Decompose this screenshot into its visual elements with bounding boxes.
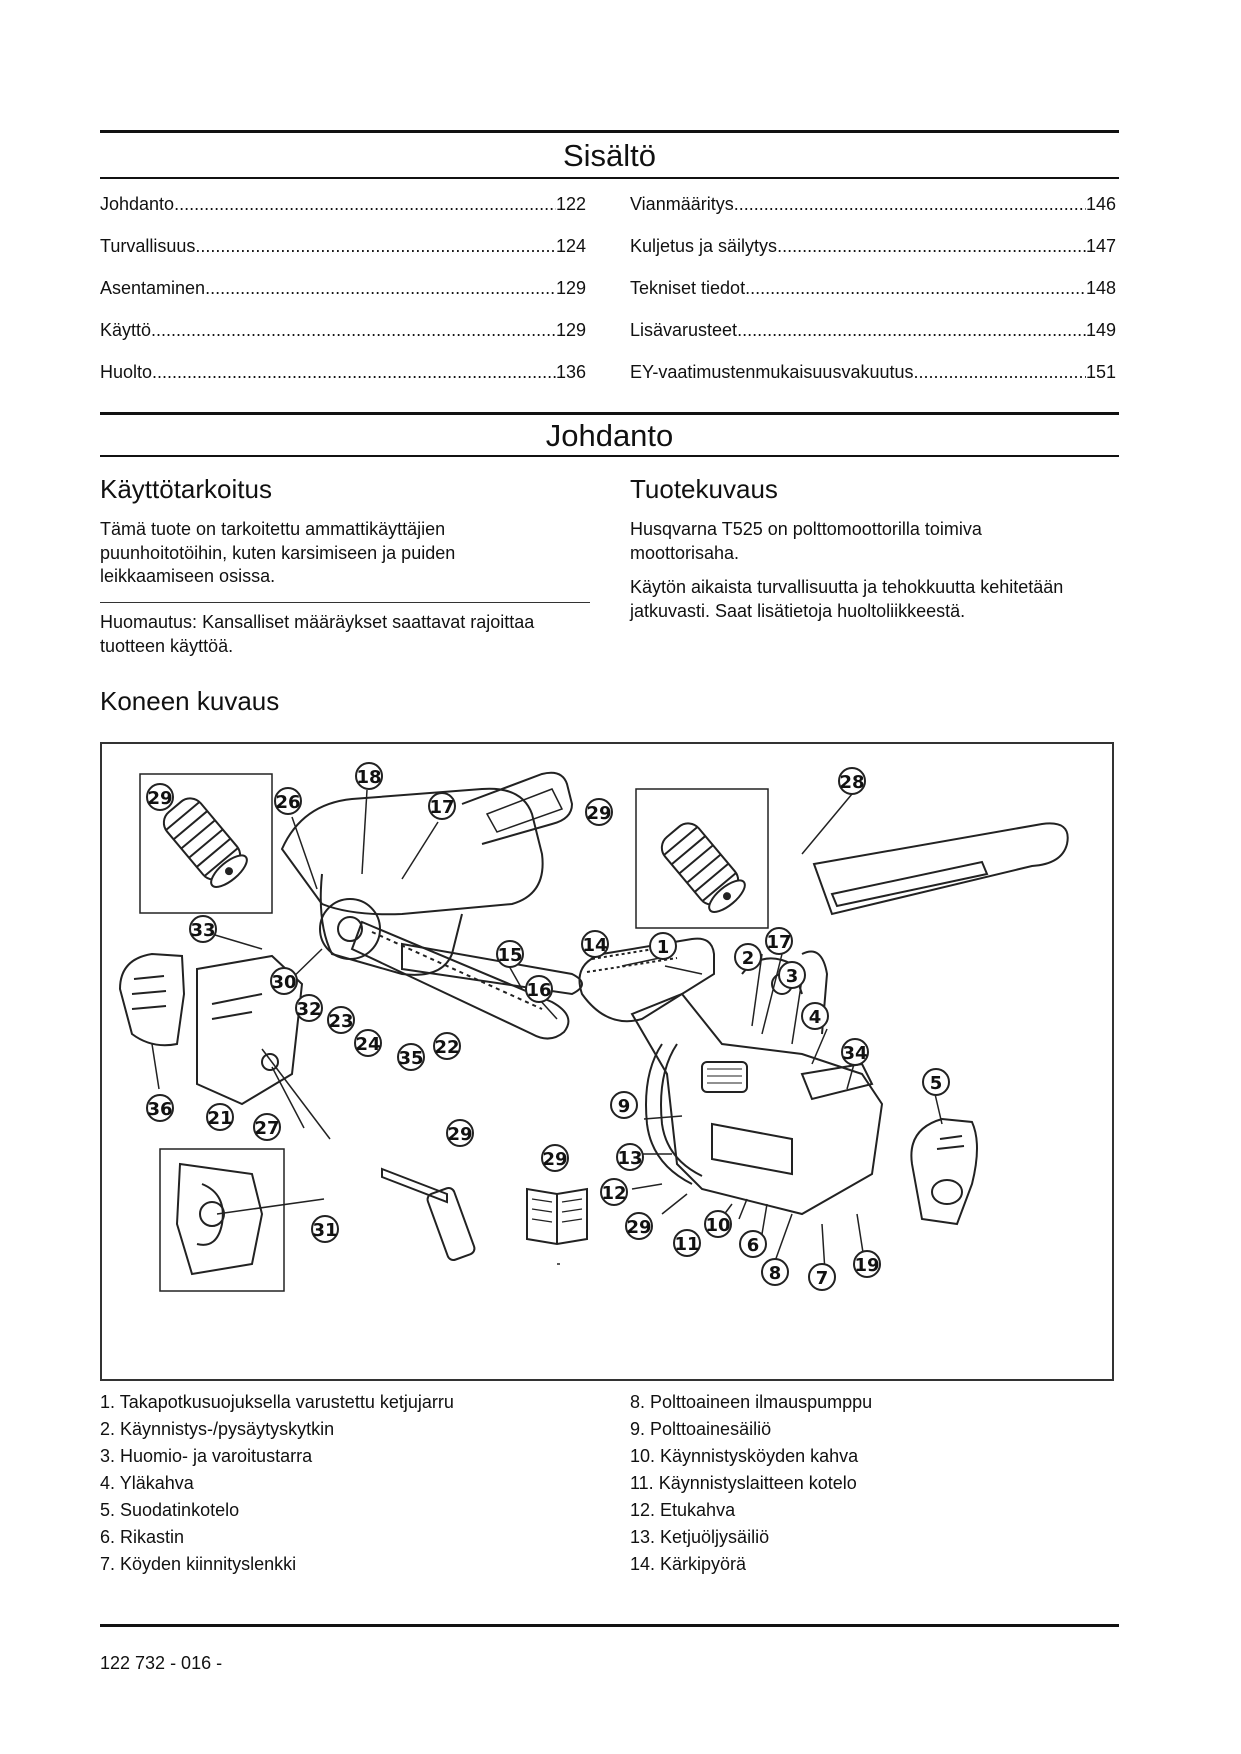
legend-item: 12. Etukahva [630, 1500, 736, 1520]
callout-label-22: 23 [328, 1011, 354, 1032]
chainsaw-illustration [102, 744, 1112, 1379]
machine-figure [100, 742, 1114, 1381]
toc-entry[interactable]: Kuljetus ja säilytys ..... 147 [630, 236, 1116, 257]
callout-27 [542, 1145, 568, 1171]
legend-item: 1. Takapotkusuojuksella varustettu ketjujarru [100, 1392, 454, 1412]
inset-box-grip-right [636, 789, 768, 928]
toc-entry[interactable]: Tekniset tiedot ..... 148 [630, 278, 1116, 299]
callout-29c [626, 1213, 652, 1239]
top-rule [100, 130, 1119, 133]
callout-29b [586, 799, 612, 825]
contents-heading-rule [100, 177, 1119, 179]
callout-30 [271, 968, 297, 994]
callout-5 [923, 1069, 949, 1095]
intro-heading: Johdanto [545, 418, 674, 453]
callout-label-3: 3 [785, 966, 799, 987]
intro-heading-rule [100, 455, 1119, 457]
callout-label-17b: 17 [766, 932, 792, 953]
product-heading: Tuotekuvaus [630, 474, 778, 504]
rubber-grip-right [656, 818, 749, 918]
callout-label-8: 8 [768, 1263, 782, 1284]
callout-label-11: 11 [674, 1234, 700, 1255]
callout-9 [611, 1092, 637, 1118]
callout-28 [447, 1120, 473, 1146]
note-text: Kansalliset määräykset saattavat rajoittaa tuotteen käyttöä. [100, 612, 535, 656]
callout-3 [779, 962, 805, 988]
callout-1 [650, 933, 676, 959]
callout-label-15: 15 [497, 945, 523, 966]
callout-label-10: 10 [705, 1215, 731, 1236]
manual-book-icon [527, 1189, 587, 1244]
callout-label-4: 4 [808, 1007, 822, 1028]
callout-35 [398, 1044, 424, 1070]
purpose-text: Tämä tuote on tarkoitettu ammattikäyttäjien puunhoitotöihin, kuten karsimiseen ja puiden leikkaamiseen osissa. [100, 519, 456, 586]
toc-entry[interactable]: EY-vaatimustenmukaisuusvakuutus ..... 151 [630, 362, 1116, 383]
callout-label-26: 28 [839, 772, 865, 793]
callout-25 [254, 1114, 280, 1140]
legend-item: 5. Suodatinkotelo [100, 1500, 240, 1520]
callout-label-2: 2 [741, 948, 755, 969]
callout-label-16: 16 [526, 980, 552, 1001]
legend-item: 6. Rikastin [100, 1527, 185, 1547]
callout-label-1: 1 [656, 937, 670, 958]
toc-entry[interactable]: Käyttö ..... 129 [100, 320, 586, 341]
footer-rule [100, 1624, 1119, 1627]
callout-8 [762, 1259, 788, 1285]
callout-19 [854, 1251, 880, 1277]
callout-2 [735, 944, 761, 970]
callout-17a [429, 793, 455, 819]
callout-label-20: 21 [207, 1108, 233, 1129]
legend-item: 7. Köyden kiinnityslenkki [100, 1554, 297, 1574]
callout-label-28: 29 [447, 1124, 473, 1145]
legend-item: 2. Käynnistys-/pysäytyskytkin [100, 1419, 335, 1439]
callout-23 [355, 1030, 381, 1056]
callout-29a [147, 784, 173, 810]
callout-label-18: 18 [356, 767, 382, 788]
toc-entry[interactable]: Asentaminen ..... 129 [100, 278, 586, 299]
product-text-1: Husqvarna T525 on polttomoottorilla toimiva moottorisaha. [630, 519, 982, 563]
toc-entry[interactable]: Lisävarusteet ..... 149 [630, 320, 1116, 341]
callout-label-36: 36 [147, 1099, 173, 1120]
combination-tool [382, 1169, 476, 1262]
toc-entry[interactable]: Turvallisuus ..... 124 [100, 236, 586, 257]
product-text-2: Käytön aikaista turvallisuutta ja tehokkuutta kehitetään jatkuvasti. Saat lisätietoja huoltoliikkeestä. [630, 577, 1064, 621]
legend-item: 3. Huomio- ja varoitustarra [100, 1446, 313, 1466]
starter-detail [177, 1164, 262, 1274]
callout-label-25: 27 [254, 1118, 280, 1139]
toc-entry[interactable]: Huolto ..... 136 [100, 362, 586, 383]
callout-label-29a: 29 [147, 788, 173, 809]
legend-item: 9. Polttoainesäiliö [630, 1419, 772, 1439]
callout-10 [705, 1211, 731, 1237]
callout-22 [328, 1007, 354, 1033]
page-footer: 122 732 - 016 - [100, 1653, 223, 1673]
saw-assembled [580, 939, 883, 1214]
callout-label-5: 5 [929, 1073, 943, 1094]
callout-label-32: 32 [296, 999, 322, 1020]
callout-18 [356, 763, 382, 789]
callout-label-17a: 17 [429, 797, 455, 818]
bar-cover [814, 823, 1068, 914]
callout-label-27: 29 [542, 1149, 568, 1170]
filter-cover-right [911, 1119, 977, 1224]
legend-item: 10. Käynnistysköyden kahva [630, 1446, 859, 1466]
callout-label-29c: 29 [626, 1217, 652, 1238]
callout-32 [296, 995, 322, 1021]
callout-34 [312, 1216, 338, 1242]
callout-33 [842, 1039, 868, 1065]
callout-26 [839, 768, 865, 794]
callout-label-24: 26 [275, 792, 301, 813]
note-rule [100, 602, 590, 603]
callout-label-6: 6 [746, 1235, 760, 1256]
note-label: Huomautus: [100, 612, 198, 632]
callout-6 [740, 1231, 766, 1257]
legend-item: 4. Yläkahva [100, 1473, 194, 1493]
callout-label-14: 14 [582, 935, 608, 956]
callout-label-31: 33 [190, 920, 216, 941]
callout-14 [582, 931, 608, 957]
callout-15 [497, 941, 523, 967]
callout-31 [190, 916, 216, 942]
contents-heading: Sisältö [562, 138, 657, 173]
callout-label-13: 13 [617, 1148, 643, 1169]
legend-item: 14. Kärkipyörä [630, 1554, 747, 1574]
callout-label-7: 7 [815, 1268, 829, 1289]
legend-item: 13. Ketjuöljysäiliö [630, 1527, 770, 1547]
note-text-block [100, 611, 600, 658]
callout-label-29b: 29 [586, 803, 612, 824]
toc-entry[interactable]: Vianmääritys ..... 146 [630, 194, 1116, 215]
legend-item: 11. Käynnistyslaitteen kotelo [630, 1473, 857, 1493]
callout-7 [809, 1264, 835, 1290]
callout-label-12: 12 [601, 1183, 627, 1204]
callout-label-30: 30 [271, 972, 297, 993]
legend-item: 8. Polttoaineen ilmauspumppu [630, 1392, 873, 1412]
callout-label-34: 31 [312, 1220, 338, 1241]
callout-16 [526, 976, 552, 1002]
filter-cover-left [120, 954, 184, 1045]
callout-17b [766, 928, 792, 954]
callout-11 [674, 1230, 700, 1256]
purpose-heading: Käyttötarkoitus [100, 474, 272, 504]
callout-label-21: 22 [434, 1037, 460, 1058]
callout-label-23: 24 [355, 1034, 381, 1055]
callout-label-9: 9 [617, 1096, 631, 1117]
callout-21 [434, 1033, 460, 1059]
callout-label-19: 19 [854, 1255, 880, 1276]
callout-13 [617, 1144, 643, 1170]
callout-label-33: 34 [842, 1043, 868, 1064]
callout-20 [207, 1104, 233, 1130]
intro-top-rule [100, 412, 1119, 415]
toc-entry[interactable]: Johdanto ..... 122 [100, 194, 586, 215]
callout-36 [147, 1095, 173, 1121]
callout-4 [802, 1003, 828, 1029]
callout-24 [275, 788, 301, 814]
callout-12 [601, 1179, 627, 1205]
callout-label-35: 35 [398, 1048, 424, 1069]
machine-heading: Koneen kuvaus [100, 686, 280, 716]
